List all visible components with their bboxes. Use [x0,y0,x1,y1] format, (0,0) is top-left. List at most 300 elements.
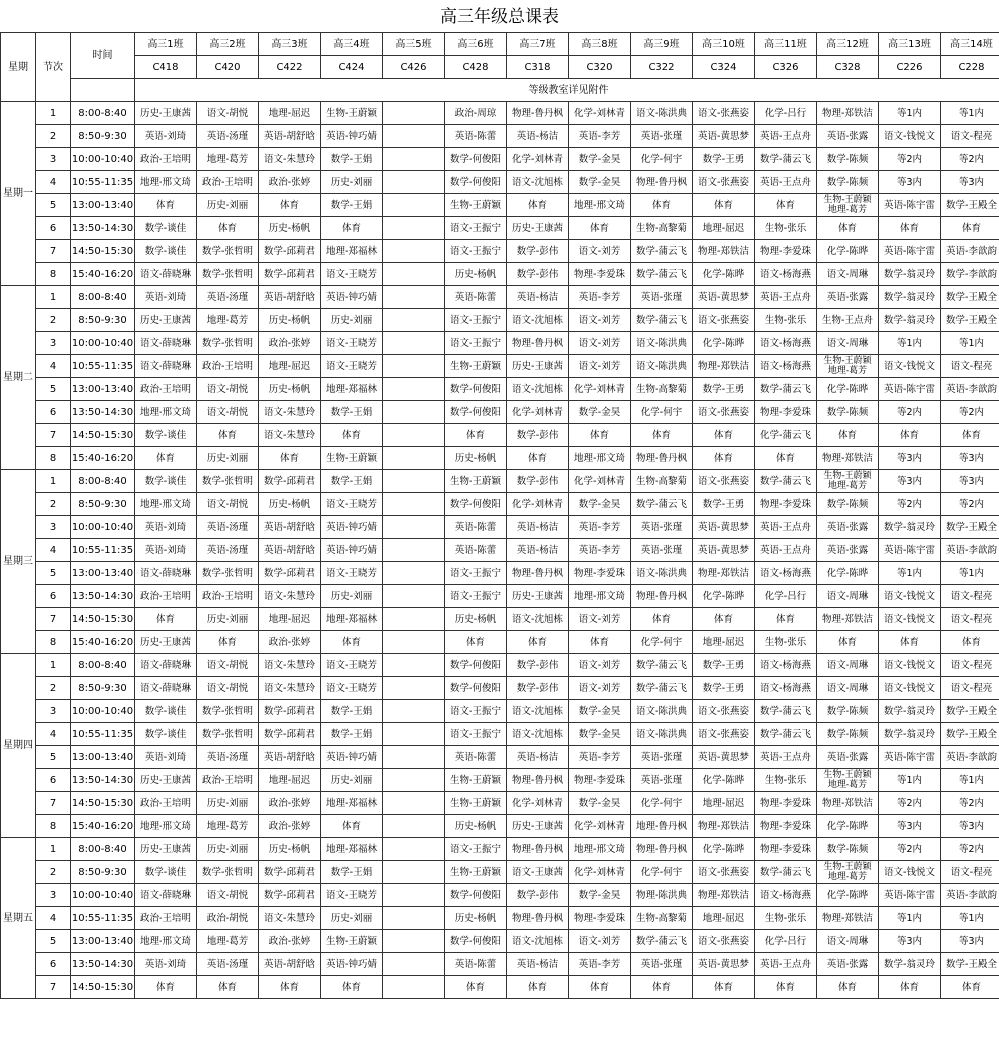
course-cell: 体育 [631,194,693,217]
table-row [1,631,999,654]
table-row [1,378,999,401]
course-cell: 化学-陈晔 [693,332,755,355]
course-cell: 等1内 [879,907,941,930]
time-cell: 14:50-15:30 [71,608,135,631]
table-row [1,930,999,953]
course-cell: 数学-王殿全 [941,516,999,539]
course-cell: 数学-张哲明 [197,263,259,286]
period-cell: 7 [36,240,71,263]
course-cell: 数学-金昊 [569,723,631,746]
time-cell: 8:50-9:30 [71,677,135,700]
period-cell: 7 [36,792,71,815]
course-cell: 英语-张露 [817,539,879,562]
table-row [1,861,999,884]
course-cell: 语文-薛晓琳 [135,884,197,907]
course-cell: 体育 [321,217,383,240]
period-cell: 3 [36,516,71,539]
period-cell: 4 [36,907,71,930]
period-cell: 2 [36,861,71,884]
course-cell: 化学-何宇 [631,401,693,424]
course-cell: 体育 [879,424,941,447]
course-cell: 生物-张乐 [755,309,817,332]
course-cell: 数学-王勇 [693,378,755,401]
course-cell: 语文-刘芳 [569,608,631,631]
course-cell: 数学-金昊 [569,148,631,171]
course-cell: 体育 [755,976,817,999]
course-cell: 语文-程亮 [941,585,999,608]
period-cell: 7 [36,608,71,631]
course-cell: 数学-金昊 [569,401,631,424]
period-cell: 3 [36,332,71,355]
course-cell: 数学-陈频 [817,401,879,424]
course-cell: 英语-胡舒晗 [259,516,321,539]
course-cell: 历史-杨帆 [445,447,507,470]
course-cell: 语文-王振宁 [445,838,507,861]
table-row [1,171,999,194]
period-cell: 5 [36,746,71,769]
course-cell: 地理-郑福林 [321,838,383,861]
weekday-cell: 星期三 [1,470,36,654]
course-cell: 等2内 [879,493,941,516]
period-cell: 3 [36,148,71,171]
course-cell: 等3内 [941,171,999,194]
table-row [1,769,999,792]
course-cell: 数学-邱莉君 [259,861,321,884]
course-cell: 英语-张瑾 [631,539,693,562]
course-cell: 化学-何宇 [631,148,693,171]
course-cell: 政治-张婷 [259,171,321,194]
course-cell: 语文-杨海燕 [755,884,817,907]
course-cell: 数学-何俊阳 [445,171,507,194]
room-header: C320 [569,56,631,79]
weekday-cell: 星期四 [1,654,36,838]
course-cell: 语文-杨海燕 [755,562,817,585]
class-header: 高三9班 [631,33,693,56]
course-cell: 英语-陈蕾 [445,286,507,309]
course-cell: 数学-陈频 [817,838,879,861]
class-header: 高三13班 [879,33,941,56]
course-cell: 体育 [817,631,879,654]
course-cell: 英语-李芳 [569,746,631,769]
course-cell: 物理-鲁丹枫 [507,102,569,125]
course-cell: 英语-陈蕾 [445,539,507,562]
course-cell: 生物-张乐 [755,907,817,930]
course-cell: 语文-薛晓琳 [135,677,197,700]
course-cell: 数学-蒲云飞 [755,378,817,401]
course-cell: 物理-郑铁洁 [693,815,755,838]
course-cell: 生物-高黎菊 [631,470,693,493]
course-cell: 体育 [941,217,999,240]
course-cell: 英语-陈宇雷 [879,194,941,217]
course-cell: 体育 [879,217,941,240]
course-cell: 体育 [693,976,755,999]
course-cell: 物理-鲁丹枫 [507,332,569,355]
period-cell: 1 [36,102,71,125]
course-cell [383,240,445,263]
course-cell: 地理-郑福林 [321,378,383,401]
course-cell: 英语-李歆韵 [941,539,999,562]
course-cell: 体育 [135,608,197,631]
time-cell: 15:40-16:20 [71,631,135,654]
table-row [1,562,999,585]
table-row [1,539,999,562]
course-cell [383,378,445,401]
course-cell: 英语-张瑾 [631,516,693,539]
course-cell: 英语-陈宇雷 [879,884,941,907]
period-cell: 7 [36,976,71,999]
course-cell: 地理-鲁丹枫 [631,815,693,838]
course-cell: 英语-王点舟 [755,953,817,976]
class-header: 高三2班 [197,33,259,56]
course-cell: 体育 [197,424,259,447]
course-cell [383,861,445,884]
course-cell: 政治-张婷 [259,332,321,355]
period-cell: 6 [36,953,71,976]
course-cell [383,194,445,217]
course-cell: 语文-王晓芳 [321,884,383,907]
course-cell: 等1内 [879,769,941,792]
course-cell: 历史-刘丽 [321,585,383,608]
course-cell: 生物-王蔚颖 [321,930,383,953]
course-cell: 语文-王晓芳 [321,332,383,355]
course-cell: 英语-陈宇雷 [879,539,941,562]
course-cell: 语文-王晓芳 [321,493,383,516]
course-cell: 数学-蒲云飞 [631,309,693,332]
course-cell: 生物-王蔚颖 [445,792,507,815]
course-cell: 语文-朱慧玲 [259,401,321,424]
course-cell: 语文-王振宁 [445,332,507,355]
time-cell: 13:50-14:30 [71,401,135,424]
course-cell: 化学-吕行 [755,585,817,608]
course-cell: 英语-李歆韵 [941,746,999,769]
course-cell: 等3内 [879,930,941,953]
course-cell: 数学-彭伟 [507,470,569,493]
table-row [1,102,999,125]
course-cell [383,654,445,677]
course-cell: 政治-王培明 [135,792,197,815]
course-cell: 英语-陈宇雷 [879,378,941,401]
course-cell: 数学-王殿全 [941,953,999,976]
course-cell: 英语-刘琦 [135,516,197,539]
period-cell: 1 [36,286,71,309]
course-cell: 生物-高黎菊 [631,378,693,401]
course-cell: 等2内 [941,401,999,424]
table-row [1,217,999,240]
course-cell [383,263,445,286]
course-cell: 生物-王蔚颖 [445,194,507,217]
course-cell: 语文-陈洪典 [631,355,693,378]
course-cell: 语文-刘芳 [569,355,631,378]
course-cell: 化学-刘林青 [507,792,569,815]
course-cell [383,148,445,171]
course-cell: 政治-王培明 [135,585,197,608]
time-header: 时间 [71,33,135,79]
course-cell: 体育 [817,217,879,240]
course-cell: 英语-刘琦 [135,125,197,148]
course-cell: 语文-程亮 [941,654,999,677]
course-cell: 数学-谈佳 [135,700,197,723]
period-cell: 4 [36,171,71,194]
course-cell: 数学-何俊阳 [445,930,507,953]
course-cell: 地理-邢文琦 [569,585,631,608]
course-cell: 英语-陈蕾 [445,746,507,769]
course-cell: 体育 [631,976,693,999]
table-row [1,194,999,217]
course-cell: 数学-何俊阳 [445,401,507,424]
time-cell: 10:00-10:40 [71,148,135,171]
course-cell: 英语-王点舟 [755,286,817,309]
course-cell: 数学-彭伟 [507,240,569,263]
course-cell: 等1内 [879,332,941,355]
course-cell: 语文-周琳 [817,654,879,677]
course-cell: 语文-程亮 [941,677,999,700]
course-cell: 体育 [259,976,321,999]
course-cell: 化学-刘林青 [507,493,569,516]
time-cell: 14:50-15:30 [71,240,135,263]
time-cell: 15:40-16:20 [71,447,135,470]
course-cell: 生物-张乐 [755,769,817,792]
period-cell: 6 [36,769,71,792]
course-cell: 英语-钟巧婧 [321,516,383,539]
period-cell: 4 [36,723,71,746]
course-cell: 历史-刘丽 [197,792,259,815]
course-cell: 政治-王培明 [135,907,197,930]
course-cell: 生物-高黎菊 [631,217,693,240]
course-cell: 等3内 [879,815,941,838]
course-cell: 数学-蒲云飞 [631,263,693,286]
time-cell: 13:00-13:40 [71,562,135,585]
course-cell: 物理-陈洪典 [631,884,693,907]
course-cell: 语文-张燕姿 [693,723,755,746]
course-cell: 体育 [879,976,941,999]
course-cell: 化学-刘林青 [569,102,631,125]
course-cell: 等1内 [941,102,999,125]
room-header: C322 [631,56,693,79]
course-cell: 语文-王晓芳 [321,562,383,585]
table-row [1,332,999,355]
course-cell: 语文-薛晓琳 [135,263,197,286]
course-cell: 物理-鲁丹枫 [507,838,569,861]
course-cell: 历史-刘丽 [197,194,259,217]
table-row [1,723,999,746]
course-cell: 语文-刘芳 [569,240,631,263]
course-cell: 数学-邱莉君 [259,884,321,907]
course-cell [383,102,445,125]
course-cell [383,424,445,447]
course-cell: 语文-张燕姿 [693,102,755,125]
course-cell: 政治-张婷 [259,631,321,654]
course-cell: 地理-邢文琦 [135,171,197,194]
period-cell: 5 [36,194,71,217]
course-cell: 数学-翁灵玲 [879,286,941,309]
course-cell: 体育 [445,976,507,999]
time-cell: 13:00-13:40 [71,746,135,769]
course-cell: 等1内 [879,102,941,125]
course-cell: 体育 [755,608,817,631]
course-cell: 英语-黄思梦 [693,539,755,562]
period-cell: 8 [36,263,71,286]
course-cell: 语文-朱慧玲 [259,585,321,608]
class-header: 高三7班 [507,33,569,56]
course-cell: 等1内 [941,769,999,792]
course-cell: 语文-朱慧玲 [259,677,321,700]
course-cell [383,447,445,470]
course-cell: 等3内 [941,815,999,838]
course-cell: 生物-王蔚颖 地理-葛芳 [817,769,879,792]
course-cell: 体育 [135,447,197,470]
course-cell: 语文-陈洪典 [631,332,693,355]
course-cell: 政治-王培明 [197,585,259,608]
course-cell: 数学-张哲明 [197,700,259,723]
course-cell: 体育 [693,447,755,470]
period-cell: 8 [36,815,71,838]
course-cell: 语文-程亮 [941,125,999,148]
course-cell: 地理-屈迟 [693,907,755,930]
course-cell: 历史-王康茜 [135,309,197,332]
course-cell: 体育 [507,976,569,999]
course-cell: 体育 [135,194,197,217]
course-cell: 英语-胡舒晗 [259,953,321,976]
course-cell: 语文-刘芳 [569,677,631,700]
course-cell: 英语-杨洁 [507,125,569,148]
course-cell: 数学-陈频 [817,171,879,194]
table-row [1,148,999,171]
table-row [1,976,999,999]
course-cell: 物理-李爱珠 [569,907,631,930]
course-cell: 化学-刘林青 [507,401,569,424]
table-row [1,884,999,907]
course-cell: 语文-周琳 [817,930,879,953]
course-cell: 化学-陈晔 [693,585,755,608]
room-header: C226 [879,56,941,79]
course-cell [383,217,445,240]
time-cell: 8:00-8:40 [71,470,135,493]
course-cell: 英语-陈蕾 [445,953,507,976]
time-cell: 8:00-8:40 [71,286,135,309]
course-cell: 英语-刘琦 [135,539,197,562]
period-cell: 8 [36,447,71,470]
room-header: C326 [755,56,817,79]
course-cell: 政治-周琼 [445,102,507,125]
table-row [1,240,999,263]
course-cell: 英语-李芳 [569,516,631,539]
course-cell: 数学-张哲明 [197,470,259,493]
course-cell: 体育 [507,631,569,654]
weekday-header: 星期 [1,33,36,102]
course-cell: 数学-王娟 [321,401,383,424]
period-cell: 7 [36,424,71,447]
course-cell: 体育 [445,631,507,654]
course-cell: 化学-陈晔 [817,562,879,585]
course-cell: 物理-李爱珠 [755,792,817,815]
course-cell: 语文-刘芳 [569,309,631,332]
course-cell: 体育 [817,424,879,447]
class-header: 高三1班 [135,33,197,56]
course-cell: 地理-郑福林 [321,240,383,263]
course-cell: 英语-李芳 [569,539,631,562]
course-cell: 数学-蒲云飞 [631,930,693,953]
course-cell: 地理-屈迟 [693,217,755,240]
course-cell: 历史-刘丽 [321,769,383,792]
class-header: 高三11班 [755,33,817,56]
course-cell: 地理-邢文琦 [135,815,197,838]
course-cell: 化学-陈晔 [817,378,879,401]
course-cell: 物理-郑铁洁 [817,907,879,930]
course-cell: 数学-王勇 [693,677,755,700]
course-cell: 语文-沈旭栋 [507,930,569,953]
course-cell [383,953,445,976]
course-cell: 生物-王蔚颖 地理-葛芳 [817,470,879,493]
period-cell: 5 [36,930,71,953]
course-cell: 体育 [321,424,383,447]
course-cell: 地理-郑福林 [321,608,383,631]
course-cell: 政治-王培明 [197,769,259,792]
course-cell: 语文-杨海燕 [755,263,817,286]
period-cell: 5 [36,562,71,585]
course-cell: 语文-沈旭栋 [507,700,569,723]
course-cell [383,907,445,930]
timetable [0,32,999,999]
course-cell: 语文-钱悦文 [879,125,941,148]
course-cell: 语文-胡悦 [197,493,259,516]
course-cell: 体育 [631,424,693,447]
course-cell: 数学-蒲云飞 [755,148,817,171]
course-cell: 地理-屈迟 [693,631,755,654]
weekday-cell: 星期二 [1,286,36,470]
course-cell: 语文-薛晓琳 [135,654,197,677]
course-cell: 体育 [197,217,259,240]
course-cell [383,976,445,999]
course-cell: 数学-金昊 [569,884,631,907]
course-cell: 等3内 [879,447,941,470]
course-cell: 物理-李爱珠 [569,562,631,585]
course-cell: 英语-李歆韵 [941,240,999,263]
course-cell: 英语-陈蕾 [445,516,507,539]
course-cell [383,815,445,838]
course-cell: 地理-屈迟 [259,769,321,792]
course-cell: 英语-李歆韵 [941,884,999,907]
table-row [1,953,999,976]
course-cell: 地理-邢文琦 [569,447,631,470]
course-cell: 数学-彭伟 [507,263,569,286]
course-cell: 物理-李爱珠 [569,263,631,286]
course-cell: 数学-蒲云飞 [755,700,817,723]
course-cell [383,401,445,424]
course-cell: 体育 [197,976,259,999]
course-cell: 物理-李爱珠 [755,838,817,861]
period-header: 节次 [36,33,71,102]
course-cell: 数学-翁灵玲 [879,263,941,286]
course-cell: 等2内 [879,792,941,815]
course-cell: 英语-王点舟 [755,171,817,194]
period-cell: 6 [36,585,71,608]
course-cell: 数学-王殿全 [941,286,999,309]
period-cell: 6 [36,217,71,240]
period-cell: 2 [36,493,71,516]
course-cell: 语文-张燕姿 [693,861,755,884]
course-cell: 语文-张燕姿 [693,309,755,332]
course-cell: 历史-杨帆 [259,378,321,401]
course-cell [383,493,445,516]
course-cell: 体育 [321,631,383,654]
course-cell: 英语-钟巧婧 [321,125,383,148]
period-cell: 1 [36,838,71,861]
course-cell: 语文-王晓芳 [321,677,383,700]
course-cell: 英语-张露 [817,125,879,148]
room-header: C328 [817,56,879,79]
table-row [1,263,999,286]
course-cell: 物理-鲁丹枫 [631,838,693,861]
